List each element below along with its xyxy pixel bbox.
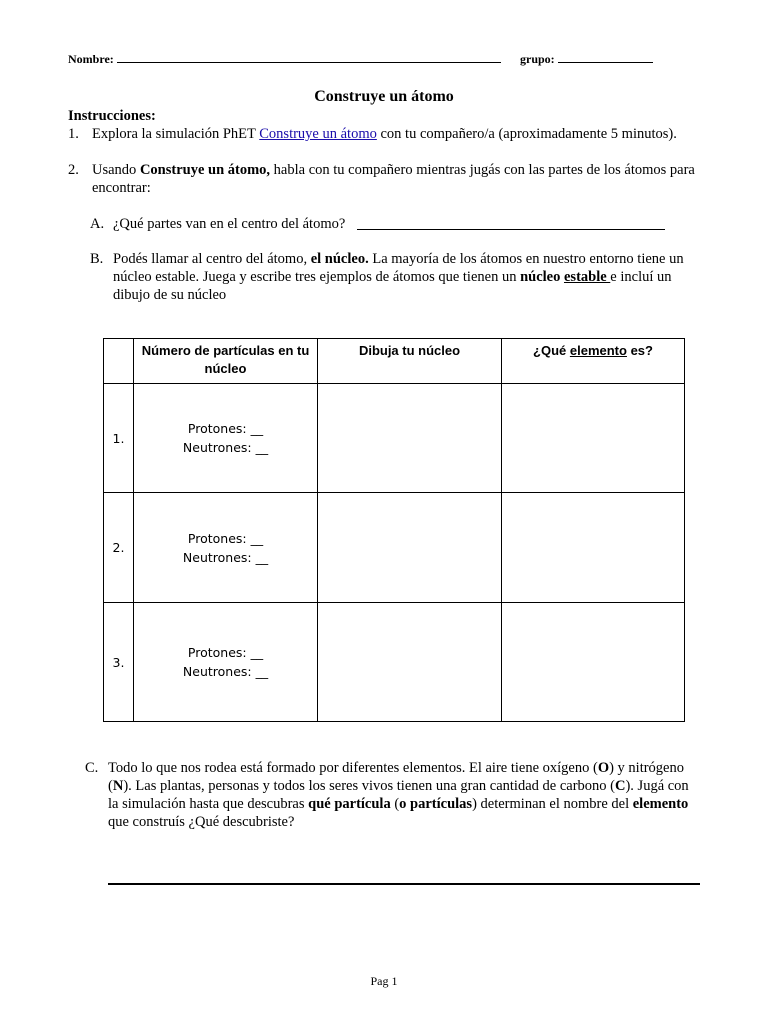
particle-count-cell[interactable] [134, 493, 318, 603]
page-title: Construye un átomo [314, 88, 454, 105]
table-row [104, 603, 685, 722]
row-number: 3. [104, 603, 134, 722]
item-a-question: ¿Qué partes van en el centro del átomo? [113, 216, 346, 232]
item-c-text: Todo lo que nos rodea está formado por diferentes elementos. El aire tiene oxígeno (O) y nitrógeno (N). Las plantas, personas y todos los seres vivos tienen una gran cantidad de carbono (C). Jugá con la simulación hasta que descubras qué partícula (o partículas) determinan el nombre del elemento que construís ¿Qué descubriste? [108, 760, 689, 830]
protons-line: Protones: __ [187, 645, 264, 660]
protons-line: Protones: __ [187, 530, 264, 546]
particles-header: Número de partículas en tu núcleo [134, 339, 318, 384]
drawing-cell[interactable] [318, 493, 502, 603]
drawing-cell[interactable] [318, 603, 502, 722]
table-row [104, 384, 685, 493]
item-a-answer-blank[interactable] [357, 215, 665, 230]
item-b [90, 250, 700, 304]
instructions-heading: Instrucciones: [68, 108, 156, 124]
neutrons-line: Neutrones: __ [182, 664, 269, 679]
item-a-letter: A. [90, 216, 105, 232]
particle-count-cell[interactable] [134, 603, 318, 722]
draw-nucleus-header: Dibuja tu núcleo [318, 339, 502, 384]
corner-header-cell [104, 339, 134, 384]
item-1-text: Explora la simulación PhET Construye un átomo con tu compañero/a (aproximadamente 5 minutos). [92, 126, 677, 142]
name-field-row [68, 50, 501, 67]
neutrons-line: Neutrones: __ [182, 549, 269, 565]
name-label: Nombre: [68, 52, 114, 66]
neutrons-line: Neutrones: __ [182, 440, 269, 455]
group-label: grupo: [520, 52, 555, 66]
item-b-text: Podés llamar al centro del átomo, el núcleo. La mayoría de los átomos en nuestro entorno tiene un núcleo estable. Juega y escribe tres ejemplos de átomos que tienen un núcleo estable e incluí un dibujo de su núcleo [113, 251, 684, 303]
row-number: 2. [104, 493, 134, 603]
name-blank[interactable] [117, 50, 501, 63]
group-field-row [520, 50, 653, 67]
group-blank[interactable] [558, 50, 653, 63]
item-2-number: 2. [68, 162, 79, 178]
item-2 [68, 161, 698, 197]
page-number: Pag 1 [370, 974, 398, 988]
table-row [104, 493, 685, 603]
nucleus-table [103, 338, 685, 722]
row-number: 1. [104, 384, 134, 493]
item-1-number: 1. [68, 126, 79, 142]
particle-count-cell[interactable] [134, 384, 318, 493]
item-c-answer-line[interactable] [108, 883, 700, 885]
element-answer-cell[interactable] [502, 603, 685, 722]
item-a [90, 215, 690, 233]
item-c-letter: C. [85, 760, 99, 776]
phet-simulation-link[interactable]: Construye un átomo [259, 126, 377, 142]
item-1 [68, 125, 718, 143]
item-2-text: Usando Construye un átomo, habla con tu compañero mientras jugás con las partes de los átomos para encontrar: [92, 162, 695, 196]
item-c [85, 759, 700, 831]
element-header: ¿Qué elemento es? [502, 339, 685, 384]
protons-line: Protones: __ [187, 421, 264, 436]
element-answer-cell[interactable] [502, 384, 685, 493]
drawing-cell[interactable] [318, 384, 502, 493]
element-answer-cell[interactable] [502, 493, 685, 603]
item-b-letter: B. [90, 251, 104, 267]
